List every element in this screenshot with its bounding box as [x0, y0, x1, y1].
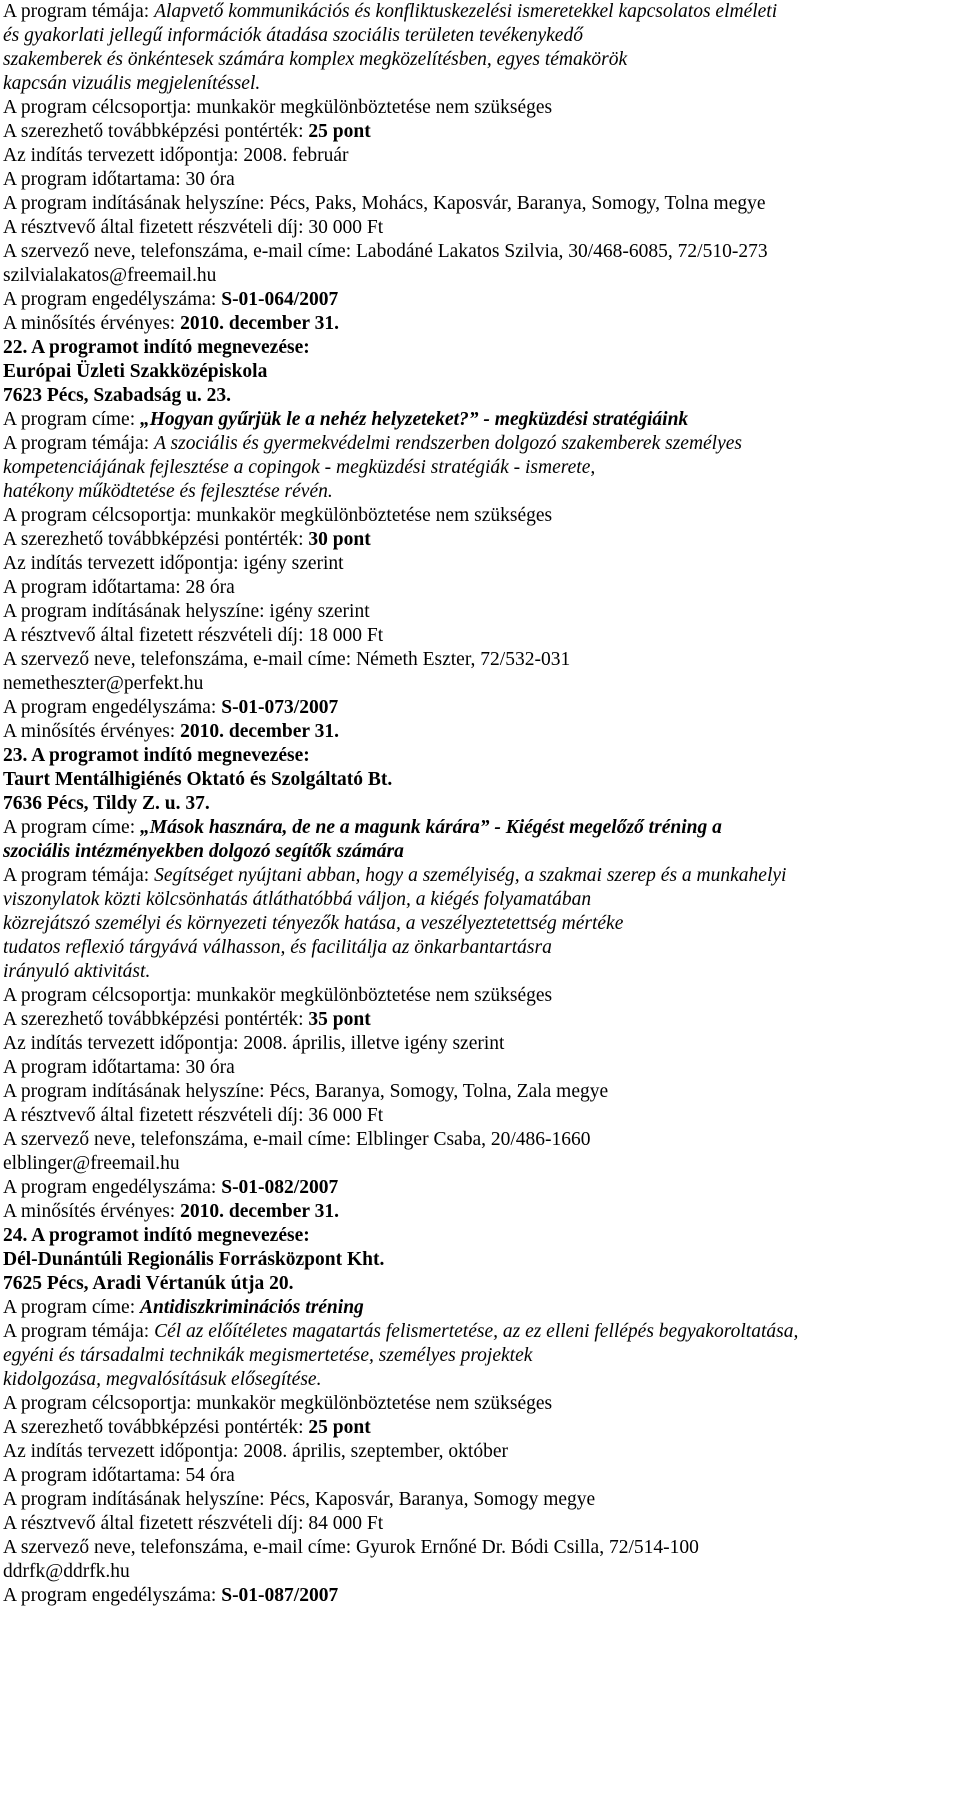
- entry-target-group: A program célcsoportja: munkakör megkülönböztetése nem szükséges: [3, 985, 553, 1006]
- entry-email: elblinger@freemail.hu: [3, 1153, 180, 1174]
- entry-organizer: A szervező neve, telefonszáma, e-mail címe: Elblinger Csaba, 20/486-1660: [3, 1129, 591, 1150]
- entry-theme-line: A program témája: A szociális és gyermekvédelmi rendszerben dolgozó szakemberek személyes: [3, 433, 742, 454]
- entry-theme-line: irányuló aktivitást.: [3, 961, 151, 982]
- prev-theme-line: kapcsán vizuális megjelenítéssel.: [3, 73, 261, 94]
- entry-address: 7636 Pécs, Tildy Z. u. 37.: [3, 793, 210, 814]
- entry-location: A program indításának helyszíne: igény szerint: [3, 601, 370, 622]
- entry-duration: A program időtartama: 54 óra: [3, 1465, 235, 1486]
- entry-theme-line: kidolgozása, megvalósításuk elősegítése.: [3, 1369, 322, 1390]
- entry-fee: A résztvevő által fizetett részvételi díj: 36 000 Ft: [3, 1105, 384, 1126]
- entry-license: A program engedélyszáma: S-01-073/2007: [3, 697, 339, 718]
- entry-email: ddrfk@ddrfk.hu: [3, 1561, 130, 1582]
- entry-fee: A résztvevő által fizetett részvételi díj: 84 000 Ft: [3, 1513, 384, 1534]
- prev-theme-line: szakemberek és önkéntesek számára komplex megközelítésben, egyes témakörök: [3, 49, 628, 70]
- entry-theme-line: A program témája: Segítséget nyújtani abban, hogy a személyiség, a szakmai szerep és a munkahelyi: [3, 865, 787, 886]
- entry-address: 7623 Pécs, Szabadság u. 23.: [3, 385, 232, 406]
- entry-start-date: Az indítás tervezett időpontja: 2008. április, szeptember, október: [3, 1441, 508, 1462]
- prev-points: A szerezhető továbbképzési pontérték: 25 pont: [3, 121, 371, 142]
- prev-license: A program engedélyszáma: S-01-064/2007: [3, 289, 339, 310]
- entry-license: A program engedélyszáma: S-01-082/2007: [3, 1177, 339, 1198]
- prev-fee: A résztvevő által fizetett részvételi díj: 30 000 Ft: [3, 217, 384, 238]
- prev-email: szilvialakatos@freemail.hu: [3, 265, 217, 286]
- entry-start-date: Az indítás tervezett időpontja: 2008. április, illetve igény szerint: [3, 1033, 505, 1054]
- entry-location: A program indításának helyszíne: Pécs, Kaposvár, Baranya, Somogy megye: [3, 1489, 596, 1510]
- entry-theme-line: kompetenciájának fejlesztése a copingok - megküzdési stratégiák - ismerete,: [3, 457, 596, 478]
- entry-fee: A résztvevő által fizetett részvételi díj: 18 000 Ft: [3, 625, 384, 646]
- entry-title: A program címe: „Mások hasznára, de ne a magunk kárára” - Kiégést megelőző tréning a: [3, 817, 722, 838]
- entry-organizer: A szervező neve, telefonszáma, e-mail címe: Gyurok Ernőné Dr. Bódi Csilla, 72/514-100: [3, 1537, 699, 1558]
- entry-institution: Dél-Dunántúli Regionális Forrásközpont Kht.: [3, 1249, 385, 1270]
- prev-theme-line: A program témája: Alapvető kommunikációs és konfliktuskezelési ismeretekkel kapcsolatos elméleti: [3, 1, 778, 22]
- entry-address: 7625 Pécs, Aradi Vértanúk útja 20.: [3, 1273, 294, 1294]
- entry-valid: A minősítés érvényes: 2010. december 31.: [3, 721, 339, 742]
- prev-organizer: A szervező neve, telefonszáma, e-mail címe: Labodáné Lakatos Szilvia, 30/468-6085, 72/510-273: [3, 241, 768, 262]
- prev-start-date: Az indítás tervezett időpontja: 2008. február: [3, 145, 349, 166]
- entry-theme-line: közrejátszó személyi és környezeti tényezők hatása, a veszélyeztetettség mértéke: [3, 913, 624, 934]
- prev-location: A program indításának helyszíne: Pécs, Paks, Mohács, Kaposvár, Baranya, Somogy, Tolna megye: [3, 193, 766, 214]
- entry-points: A szerezhető továbbképzési pontérték: 35 pont: [3, 1009, 371, 1030]
- entry-points: A szerezhető továbbképzési pontérték: 25 pont: [3, 1417, 371, 1438]
- prev-target-group: A program célcsoportja: munkakör megkülönböztetése nem szükséges: [3, 97, 553, 118]
- entry-valid: A minősítés érvényes: 2010. december 31.: [3, 1201, 339, 1222]
- entry-heading: 23. A programot indító megnevezése:: [3, 745, 310, 766]
- entry-license: A program engedélyszáma: S-01-087/2007: [3, 1585, 339, 1606]
- entry-location: A program indításának helyszíne: Pécs, Baranya, Somogy, Tolna, Zala megye: [3, 1081, 609, 1102]
- entry-institution: Európai Üzleti Szakközépiskola: [3, 361, 268, 382]
- entry-duration: A program időtartama: 30 óra: [3, 1057, 235, 1078]
- prev-duration: A program időtartama: 30 óra: [3, 169, 235, 190]
- entry-organizer: A szervező neve, telefonszáma, e-mail címe: Németh Eszter, 72/532-031: [3, 649, 571, 670]
- entry-points: A szerezhető továbbképzési pontérték: 30 pont: [3, 529, 371, 550]
- entry-heading: 24. A programot indító megnevezése:: [3, 1225, 310, 1246]
- entry-heading: 22. A programot indító megnevezése:: [3, 337, 310, 358]
- entry-target-group: A program célcsoportja: munkakör megkülönböztetése nem szükséges: [3, 1393, 553, 1414]
- entry-start-date: Az indítás tervezett időpontja: igény szerint: [3, 553, 344, 574]
- entry-title-continued: szociális intézményekben dolgozó segítők számára: [3, 841, 404, 862]
- entry-title: A program címe: Antidiszkriminációs tréning: [3, 1297, 364, 1318]
- entry-institution: Taurt Mentálhigiénés Oktató és Szolgáltató Bt.: [3, 769, 393, 790]
- entry-target-group: A program célcsoportja: munkakör megkülönböztetése nem szükséges: [3, 505, 553, 526]
- prev-valid: A minősítés érvényes: 2010. december 31.: [3, 313, 339, 334]
- entry-theme-line: A program témája: Cél az előítéletes magatartás felismertetése, az ez elleni fellépés begyakoroltatása,: [3, 1321, 799, 1342]
- prev-theme-line: és gyakorlati jellegű információk átadása szociális területen tevékenykedő: [3, 25, 583, 46]
- entry-duration: A program időtartama: 28 óra: [3, 577, 235, 598]
- entry-theme-line: hatékony működtetése és fejlesztése révén.: [3, 481, 333, 502]
- entry-theme-line: viszonylatok közti kölcsönhatás átláthatóbbá váljon, a kiégés folyamatában: [3, 889, 592, 910]
- entry-theme-line: egyéni és társadalmi technikák megismertetése, személyes projektek: [3, 1345, 533, 1366]
- entry-email: nemetheszter@perfekt.hu: [3, 673, 204, 694]
- entry-theme-line: tudatos reflexió tárgyává válhasson, és facilitálja az önkarbantartásra: [3, 937, 552, 958]
- entry-title: A program címe: „Hogyan gyűrjük le a nehéz helyzeteket?” - megküzdési stratégiáink: [3, 409, 689, 430]
